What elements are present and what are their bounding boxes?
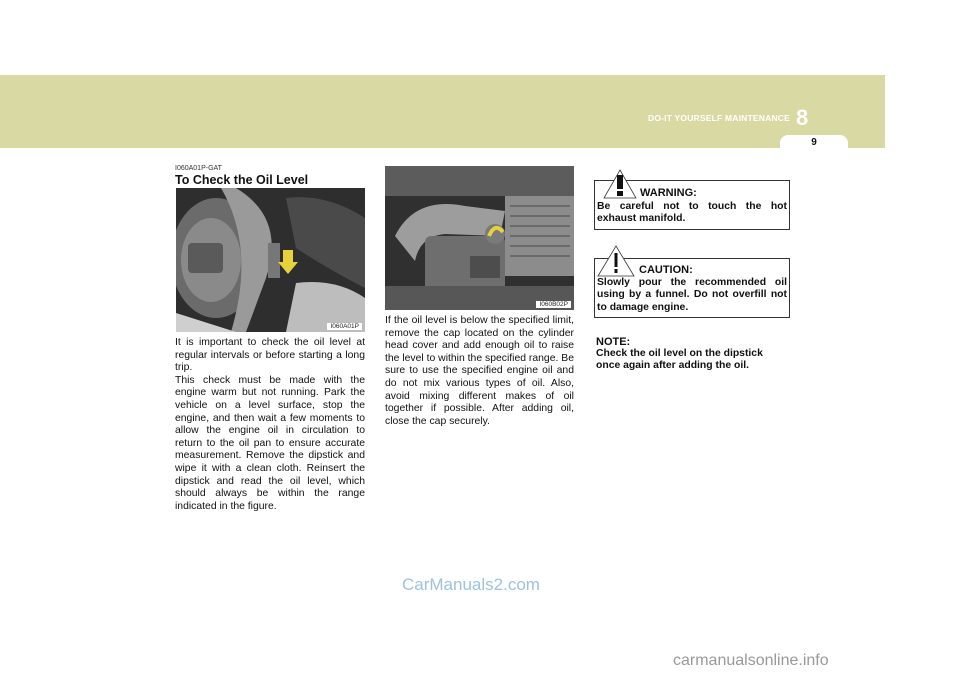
note-section <box>596 336 788 373</box>
engine-oil-cap-image <box>385 166 574 310</box>
section-code: I060A01P-GAT <box>175 165 222 172</box>
section-heading: To Check the Oil Level <box>175 173 309 187</box>
middle-text <box>385 315 574 428</box>
engine-photo-dipstick <box>176 188 365 332</box>
caution-title: CAUTION: <box>639 264 693 276</box>
caution-triangle-icon <box>597 245 635 277</box>
warning-triangle-icon <box>603 169 637 199</box>
procedure-paragraph: This check must be made with the engine warm but not running. Park the vehicle on a level surface, stop the engine, and then wait a few moments to allow the engine oil in circulation to return to the oil pan to ensure accurate measurement. Remove the dipstick and wipe it with a clean cloth. Reinsert the dipstick and read the oil level, which should always be within the range indicated in the figure. <box>175 374 365 512</box>
caution-box <box>594 258 790 318</box>
intro-paragraph: It is important to check the oil level at regular intervals or before starting a long trip. <box>175 337 365 374</box>
engine-dipstick-image <box>176 188 365 332</box>
refill-paragraph: If the oil level is below the specified limit, remove the cap located on the cylinder head cover and add enough oil to raise the level to within the specified range. Be sure to use the specified engine oil and do not mix various types of oil. Also, avoid mixing different makes of oil together if possible. After adding oil, close the cap securely. <box>385 315 574 427</box>
warning-box <box>594 180 790 230</box>
chapter-number: 8 <box>796 105 809 130</box>
caution-text: Slowly pour the recommended oil using by a funnel. Do not overfill not to damage engine. <box>597 277 787 313</box>
watermark-carmanuals2: CarManuals2.com <box>402 575 540 594</box>
note-text: Check the oil level on the dipstick once again after adding the oil. <box>596 348 763 372</box>
photo-label: I060B02P <box>536 301 571 308</box>
header-band <box>0 75 885 148</box>
warning-title: WARNING: <box>640 187 697 199</box>
section-title: DO-IT YOURSELF MAINTENANCE <box>648 113 790 123</box>
note-title: NOTE: <box>596 336 631 348</box>
watermark-carmanualsonline: carmanualsonline.info <box>673 652 829 669</box>
page-number: 9 <box>811 137 817 148</box>
engine-photo-oil-cap <box>385 166 574 310</box>
warning-text: Be careful not to touch the hot exhaust manifold. <box>597 201 787 225</box>
photo-label: I060A01P <box>327 323 362 330</box>
left-column <box>175 165 365 187</box>
left-text <box>175 337 365 513</box>
